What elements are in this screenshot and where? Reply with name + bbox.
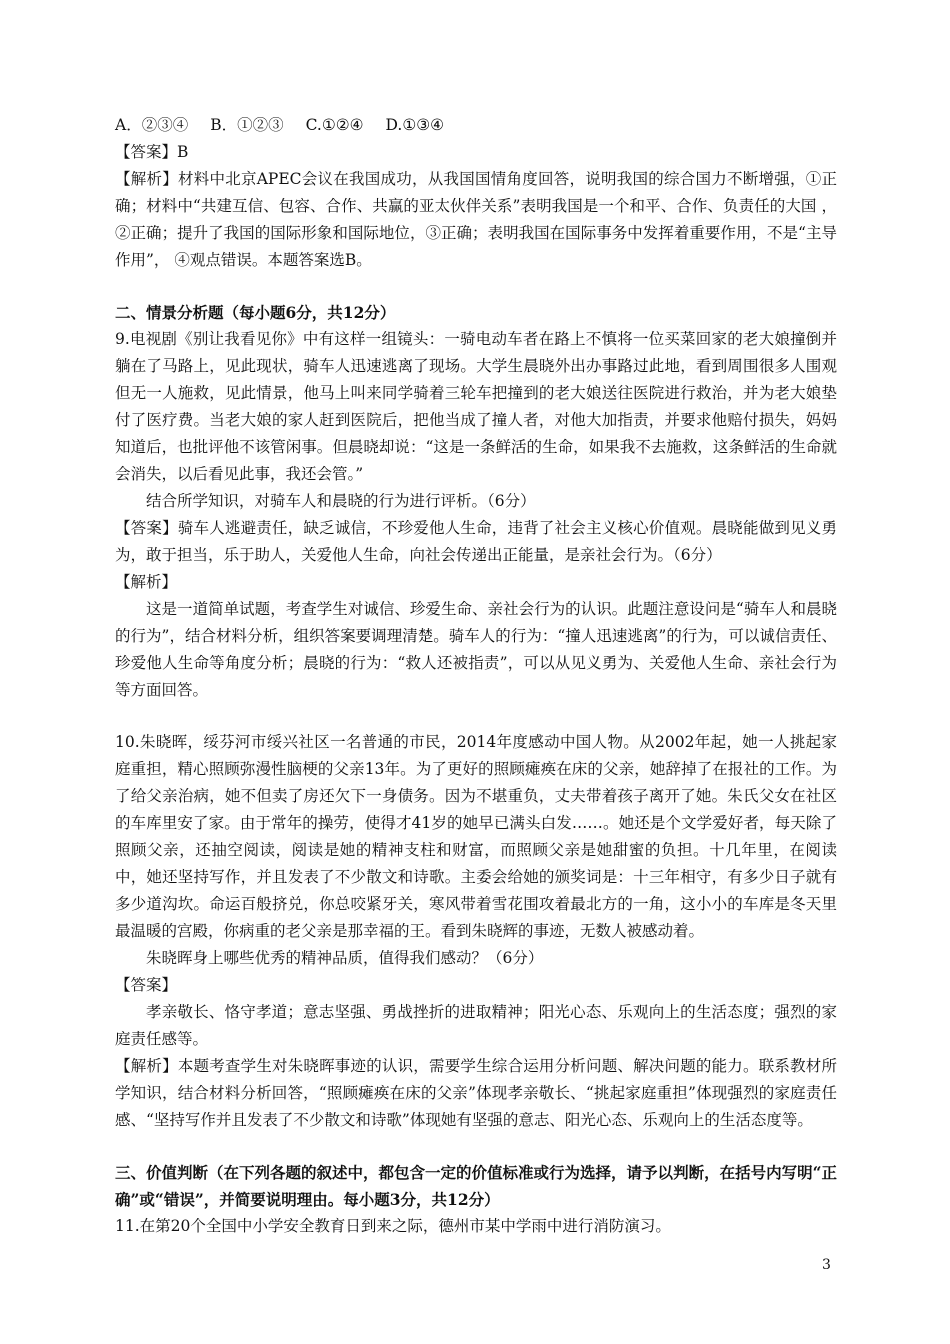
analysis-text: 材料中北京APEC会议在我国成功，从我国国情角度回答，说明我国的综合国力不断增强，①正确；材料中“共建互信、包容、合作、共赢的亚太伙伴关系”表明我国是一个和平、合作、负责任的大国 ，②正确；提升了我国的国际形象和国际地位，③正确；表明我国在国际事务中发挥着重要作用，不是“主导作用”， ④观点错误。本题答案选B。 [115,170,837,269]
q10-answer-label: 【答案】 [115,976,178,994]
q9-analysis-label: 【解析】 [115,573,178,591]
section-3-title: 三、价值判断（在下列各题的叙述中，都包含一定的价值标准或行为选择，请予以判断，在括号内写明“正确”或“错误”，并简要说明理由。每小题3分，共12分） [115,1163,837,1209]
q11-stem: 11.在第20个全国中小学安全教育日到来之际，德州市某中学雨中进行消防演习。 [115,1217,671,1235]
document-page [115,112,837,1240]
analysis-text: 本题考查学生对朱晓晖事迹的认识，需要学生综合运用分析问题、解决问题的能力。联系教材所学知识，结合材料分析回答，“照顾瘫痪在床的父亲”体现孝亲敬长、“挑起家庭重担”体现强烈的家庭责任感、“坚持写作并且发表了不少散文和诗歌”体现她有坚强的意志、阳光心态、乐观向上的生活态度等。 [115,1057,837,1129]
answer-text: 骑车人逃避责任，缺乏诚信，不珍爱他人生命，违背了社会主义核心价值观。晨晓能做到见义勇为，敢于担当，乐于助人，关爱他人生命，向社会传递出正能量，是亲社会行为。（6分） [115,519,837,564]
q9-stem: 9.电视剧《别让我看见你》中有这样一组镜头：一骑电动车者在路上不慎将一位买菜回家的老大娘撞倒并躺在了马路上，见此现状，骑车人迅速逃离了现场。大学生晨晓外出办事路过此地，看到周围很多人围观但无一人施救，见此情景，他马上叫来同学骑着三轮车把撞到的老大娘送往医院进行救治，并为老大娘垫付了医疗费。当老大娘的家人赶到医院后，把他当成了撞人者，对他大加指责，并要求他赔付损失，妈妈知道后，也批评他不该管闲事。但晨晓却说：“这是一条鲜活的生命，如果我不去施救，这条鲜活的生命就会消失，以后看见此事，我还会管。” [115,330,837,483]
q8-option-c: C.①②④ [305,116,364,134]
q9-question: 结合所学知识，对骑车人和晨晓的行为进行评析。（6分） [146,492,536,510]
section-2-title: 二、情景分析题（每小题6分，共12分） [115,303,396,322]
q10-analysis [115,1053,837,1134]
page-number: 3 [822,1257,831,1273]
q10-question: 朱晓晖身上哪些优秀的精神品质，值得我们感动？（6分） [146,949,544,967]
analysis-label: 【解析】 [115,170,178,188]
answer-text: B [177,143,189,161]
q9-answer [115,515,837,569]
analysis-label: 【解析】 [115,1057,178,1075]
q8-option-b: B．①②③ [210,116,284,134]
q8-answer [115,139,837,166]
q10-answer: 孝亲敬长、恪守孝道；意志坚强、勇战挫折的进取精神；阳光心态、乐观向上的生活态度；强烈的家庭责任感等。 [115,1003,837,1048]
answer-label: 【答案】 [115,143,178,161]
q8-option-d: D.①③④ [385,116,445,134]
q8-option-a: A．②③④ [115,116,189,134]
q10-stem: 10.朱晓晖，绥芬河市绥兴社区一名普通的市民，2014年度感动中国人物。从2002年起，她一人挑起家庭重担，精心照顾弥漫性脑梗的父亲13年。为了更好的照顾瘫痪在床的父亲，她辞掉了在报社的工作。为了给父亲治病，她不但卖了房还欠下一身债务。因为不堪重负，丈夫带着孩子离开了她。朱氏父女在社区的车库里安了家。由于常年的操劳，使得才41岁的她早已满头白发……。她还是个文学爱好者，每天除了照顾父亲，还抽空阅读，阅读是她的精神支柱和财富，而照顾父亲是她甜蜜的负担。十几年里，在阅读中，她还坚持写作，并且发表了不少散文和诗歌。主委会给她的颁奖词是：十三年相守，有多少日子就有多少道沟坎。命运百般挤兑，你总咬紧牙关，寒风带着雪花围攻着最北方的一角，这小小的车库是冬天里最温暖的宫殿，你病重的老父亲是那幸福的王。看到朱晓辉的事迹，无数人被感动着。 [115,733,837,940]
q8-analysis [115,166,837,274]
answer-label: 【答案】 [115,519,178,537]
q9-analysis: 这是一道简单试题，考查学生对诚信、珍爱生命、亲社会行为的认识。此题注意设问是“骑车人和晨晓的行为”，结合材料分析，组织答案要调理清楚。骑车人的行为：“撞人迅速逃离”的行为，可以诚信责任、珍爱他人生命等角度分析；晨晓的行为：“救人还被指责”，可以从见义勇为、关爱他人生命、亲社会行为等方面回答。 [115,600,837,699]
q8-options [115,112,837,139]
